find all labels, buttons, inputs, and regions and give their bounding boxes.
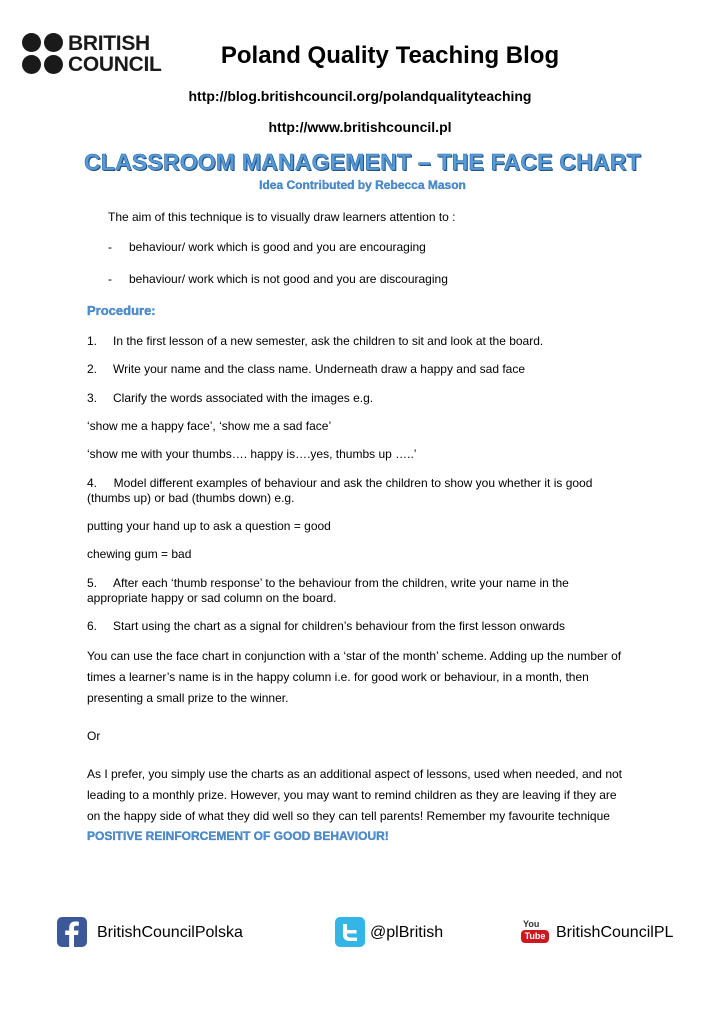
step-4-line-2: (thumbs up) or bad (thumbs down) e.g. [87, 491, 295, 505]
bullet-dash-1: - [108, 240, 112, 254]
paragraph-1-line-1: You can use the face chart in conjunction with a ‘star of the month’ scheme. Adding up the number of [87, 649, 622, 663]
step-3-number: 3. [87, 391, 98, 405]
youtube-icon-top: You [523, 919, 540, 929]
bullet-2: behaviour/ work which is not good and you are discouraging [129, 272, 448, 286]
youtube-icon-bottom: Tube [521, 930, 549, 943]
bullet-dash-2: - [108, 272, 112, 286]
aim-text: The aim of this technique is to visually draw learners attention to : [108, 210, 456, 224]
paragraph-1-line-2: times a learner’s name is in the happy column i.e. for good work or behaviour, in a month, then [87, 670, 589, 684]
example-2: ‘show me with your thumbs…. happy is….yes, thumbs up …..’ [87, 447, 417, 461]
paragraph-2-line-3: on the happy side of what they did well so they can tell parents! Remember my favourite technique [87, 809, 610, 823]
logo-line-1: BRITISH [68, 32, 150, 55]
step-5-line-2: appropriate happy or sad column on the board. [87, 591, 337, 605]
or-text: Or [87, 729, 101, 743]
youtube-icon[interactable] [520, 917, 550, 947]
step-1-number: 1. [87, 334, 98, 348]
step-4-line-1: 4. Model different examples of behaviour and ask the children to show you whether it is good [87, 476, 593, 490]
contributor-line: Idea Contributed by Rebecca Mason [259, 178, 466, 192]
step-2-number: 2. [87, 362, 98, 376]
example-1: ‘show me a happy face’, ‘show me a sad face’ [87, 419, 332, 433]
procedure-heading: Procedure: [87, 303, 156, 318]
step-1: In the first lesson of a new semester, ask the children to sit and look at the board. [113, 334, 544, 348]
facebook-icon[interactable] [57, 917, 87, 947]
paragraph-2-line-2: leading to a monthly prize. However, you may want to remind children as they are leaving if they are [87, 788, 617, 802]
example-3: putting your hand up to ask a question = good [87, 519, 331, 533]
bullet-1: behaviour/ work which is good and you are encouraging [129, 240, 426, 254]
youtube-handle[interactable]: BritishCouncilPL [556, 924, 674, 941]
logo-dots-icon [22, 33, 64, 75]
paragraph-2-line-1: As I prefer, you simply use the charts as an additional aspect of lessons, used when needed, and not [87, 767, 622, 781]
logo-line-2: COUNCIL [68, 53, 162, 76]
facebook-handle[interactable]: BritishCouncilPolska [97, 924, 243, 941]
step-2: Write your name and the class name. Underneath draw a happy and sad face [113, 362, 526, 376]
document-heading: CLASSROOM MANAGEMENT – THE FACE CHART [84, 149, 641, 175]
step-6-number: 6. [87, 619, 98, 633]
blog-url-link[interactable]: http://blog.britishcouncil.org/polandqualityteaching [188, 88, 532, 104]
step-6: Start using the chart as a signal for children’s behaviour from the first lesson onwards [113, 619, 566, 633]
paragraph-1-line-3: presenting a small prize to the winner. [87, 691, 289, 705]
page-title: Poland Quality Teaching Blog [220, 42, 560, 69]
step-3: Clarify the words associated with the images e.g. [113, 391, 374, 405]
example-4: chewing gum = bad [87, 547, 192, 561]
twitter-handle[interactable]: @plBritish [370, 924, 444, 941]
site-url-link[interactable]: http://www.britishcouncil.pl [268, 119, 452, 135]
emphasis-text: POSITIVE REINFORCEMENT OF GOOD BEHAVIOUR! [87, 829, 389, 843]
twitter-icon[interactable] [335, 917, 365, 947]
british-council-logo [22, 33, 162, 77]
step-5-line-1: 5. After each ‘thumb response’ to the behaviour from the children, write your name in the [87, 576, 569, 590]
